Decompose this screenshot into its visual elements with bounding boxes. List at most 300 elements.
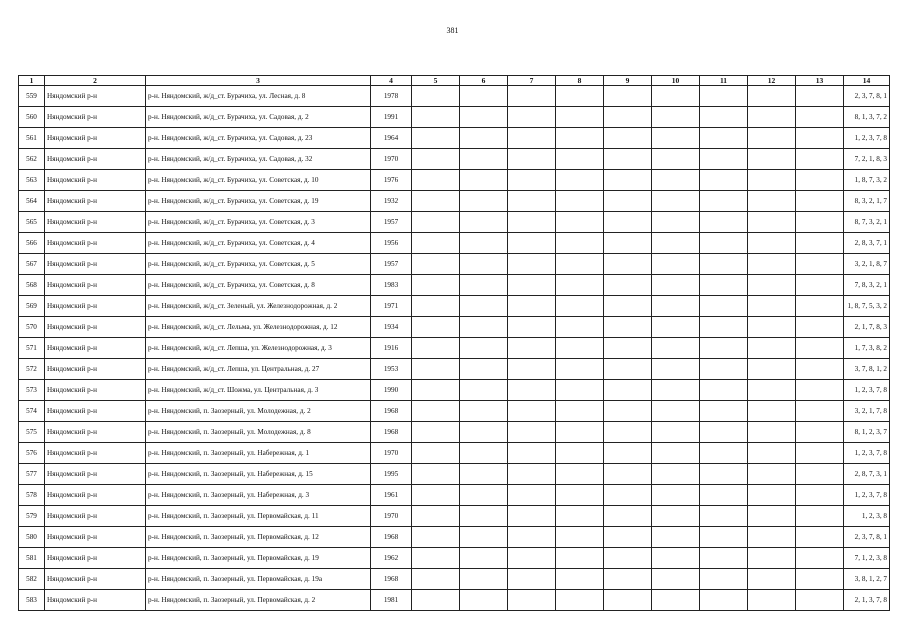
- table-row: [19, 191, 890, 212]
- empty-cell-col-13: [796, 86, 844, 107]
- empty-cell-col-10: [652, 317, 700, 338]
- empty-cell-col-8: [556, 233, 604, 254]
- empty-cell-col-11: [700, 107, 748, 128]
- empty-cell-col-13: [796, 443, 844, 464]
- district-cell: Няндомский р-н: [45, 485, 146, 506]
- empty-cell-col-11: [700, 212, 748, 233]
- empty-cell-col-5: [412, 107, 460, 128]
- district-cell: Няндомский р-н: [45, 569, 146, 590]
- table-row: [19, 422, 890, 443]
- year-cell: 1916: [371, 338, 412, 359]
- empty-cell-col-8: [556, 401, 604, 422]
- empty-cell-col-7: [508, 128, 556, 149]
- district-cell: Няндомский р-н: [45, 338, 146, 359]
- year-cell: 1971: [371, 296, 412, 317]
- empty-cell-col-12: [748, 464, 796, 485]
- empty-cell-col-6: [460, 317, 508, 338]
- empty-cell-col-13: [796, 464, 844, 485]
- empty-cell-col-13: [796, 233, 844, 254]
- year-cell: 1968: [371, 569, 412, 590]
- empty-cell-col-7: [508, 548, 556, 569]
- codes-cell: 1, 7, 3, 8, 2: [844, 338, 890, 359]
- table-row: [19, 527, 890, 548]
- district-cell: Няндомский р-н: [45, 86, 146, 107]
- year-cell: 1981: [371, 590, 412, 611]
- address-cell: р-н. Няндомский, ж/д_ст. Бурачиха, ул. Садовая, д. 2: [146, 107, 371, 128]
- table-row: [19, 149, 890, 170]
- empty-cell-col-10: [652, 275, 700, 296]
- column-header-14: 14: [844, 76, 890, 86]
- district-cell: Няндомский р-н: [45, 506, 146, 527]
- table-row: [19, 86, 890, 107]
- codes-cell: 8, 7, 3, 2, 1: [844, 212, 890, 233]
- empty-cell-col-12: [748, 149, 796, 170]
- empty-cell-col-13: [796, 212, 844, 233]
- year-cell: 1964: [371, 128, 412, 149]
- empty-cell-col-12: [748, 380, 796, 401]
- year-cell: 1968: [371, 401, 412, 422]
- empty-cell-col-13: [796, 170, 844, 191]
- column-header-5: 5: [412, 76, 460, 86]
- empty-cell-col-12: [748, 254, 796, 275]
- row-number-cell: 560: [19, 107, 45, 128]
- column-header-2: 2: [45, 76, 146, 86]
- table-body: [19, 86, 890, 611]
- table-row: [19, 506, 890, 527]
- year-cell: 1970: [371, 149, 412, 170]
- address-cell: р-н. Няндомский, ж/д_ст. Бурачиха, ул. Советская, д. 5: [146, 254, 371, 275]
- address-cell: р-н. Няндомский, ж/д_ст. Бурачиха, ул. Советская, д. 8: [146, 275, 371, 296]
- district-cell: Няндомский р-н: [45, 380, 146, 401]
- empty-cell-col-9: [604, 464, 652, 485]
- empty-cell-col-10: [652, 338, 700, 359]
- empty-cell-col-12: [748, 275, 796, 296]
- empty-cell-col-9: [604, 317, 652, 338]
- district-cell: Няндомский р-н: [45, 317, 146, 338]
- address-cell: р-н. Няндомский, ж/д_ст. Бурачиха, ул. Советская, д. 10: [146, 170, 371, 191]
- empty-cell-col-9: [604, 590, 652, 611]
- empty-cell-col-10: [652, 569, 700, 590]
- address-cell: р-н. Няндомский, ж/д_ст. Зеленый, ул. Железнодорожная, д. 2: [146, 296, 371, 317]
- column-header-11: 11: [700, 76, 748, 86]
- empty-cell-col-12: [748, 128, 796, 149]
- empty-cell-col-10: [652, 548, 700, 569]
- empty-cell-col-5: [412, 422, 460, 443]
- empty-cell-col-9: [604, 254, 652, 275]
- empty-cell-col-11: [700, 359, 748, 380]
- empty-cell-col-6: [460, 212, 508, 233]
- row-number-cell: 564: [19, 191, 45, 212]
- housing-registry-table: [18, 75, 890, 611]
- empty-cell-col-7: [508, 338, 556, 359]
- empty-cell-col-7: [508, 107, 556, 128]
- empty-cell-col-8: [556, 86, 604, 107]
- address-cell: р-н. Няндомский, ж/д_ст. Бурачиха, ул. Советская, д. 3: [146, 212, 371, 233]
- empty-cell-col-12: [748, 170, 796, 191]
- empty-cell-col-9: [604, 107, 652, 128]
- empty-cell-col-8: [556, 548, 604, 569]
- row-number-cell: 578: [19, 485, 45, 506]
- row-number-cell: 561: [19, 128, 45, 149]
- codes-cell: 2, 8, 7, 3, 1: [844, 464, 890, 485]
- row-number-cell: 579: [19, 506, 45, 527]
- empty-cell-col-7: [508, 191, 556, 212]
- empty-cell-col-11: [700, 317, 748, 338]
- empty-cell-col-6: [460, 548, 508, 569]
- empty-cell-col-11: [700, 443, 748, 464]
- year-cell: 1932: [371, 191, 412, 212]
- row-number-cell: 573: [19, 380, 45, 401]
- row-number-cell: 580: [19, 527, 45, 548]
- empty-cell-col-13: [796, 338, 844, 359]
- empty-cell-col-5: [412, 170, 460, 191]
- empty-cell-col-6: [460, 149, 508, 170]
- empty-cell-col-9: [604, 443, 652, 464]
- year-cell: 1962: [371, 548, 412, 569]
- table-row: [19, 380, 890, 401]
- empty-cell-col-9: [604, 275, 652, 296]
- empty-cell-col-12: [748, 107, 796, 128]
- empty-cell-col-12: [748, 212, 796, 233]
- empty-cell-col-8: [556, 275, 604, 296]
- empty-cell-col-6: [460, 422, 508, 443]
- empty-cell-col-6: [460, 296, 508, 317]
- address-cell: р-н. Няндомский, ж/д_ст. Бурачиха, ул. Садовая, д. 32: [146, 149, 371, 170]
- empty-cell-col-11: [700, 128, 748, 149]
- address-cell: р-н. Няндомский, ж/д_ст. Бурачиха, ул. Садовая, д. 23: [146, 128, 371, 149]
- empty-cell-col-8: [556, 506, 604, 527]
- empty-cell-col-6: [460, 506, 508, 527]
- empty-cell-col-12: [748, 548, 796, 569]
- column-header-7: 7: [508, 76, 556, 86]
- empty-cell-col-8: [556, 485, 604, 506]
- empty-cell-col-9: [604, 128, 652, 149]
- empty-cell-col-11: [700, 170, 748, 191]
- codes-cell: 2, 1, 7, 8, 3: [844, 317, 890, 338]
- empty-cell-col-5: [412, 317, 460, 338]
- empty-cell-col-7: [508, 590, 556, 611]
- empty-cell-col-11: [700, 149, 748, 170]
- empty-cell-col-5: [412, 590, 460, 611]
- address-cell: р-н. Няндомский, ж/д_ст. Лепша, ул. Железнодорожная, д. 3: [146, 338, 371, 359]
- empty-cell-col-12: [748, 443, 796, 464]
- codes-cell: 2, 8, 3, 7, 1: [844, 233, 890, 254]
- empty-cell-col-6: [460, 191, 508, 212]
- codes-cell: 1, 8, 7, 3, 2: [844, 170, 890, 191]
- empty-cell-col-12: [748, 86, 796, 107]
- empty-cell-col-6: [460, 569, 508, 590]
- table-row: [19, 590, 890, 611]
- row-number-cell: 575: [19, 422, 45, 443]
- empty-cell-col-13: [796, 485, 844, 506]
- empty-cell-col-5: [412, 338, 460, 359]
- empty-cell-col-13: [796, 569, 844, 590]
- codes-cell: 3, 2, 1, 7, 8: [844, 401, 890, 422]
- empty-cell-col-10: [652, 170, 700, 191]
- district-cell: Няндомский р-н: [45, 401, 146, 422]
- empty-cell-col-12: [748, 401, 796, 422]
- empty-cell-col-8: [556, 443, 604, 464]
- district-cell: Няндомский р-н: [45, 464, 146, 485]
- empty-cell-col-5: [412, 569, 460, 590]
- year-cell: 1961: [371, 485, 412, 506]
- address-cell: р-н. Няндомский, ж/д_ст. Лепша, ул. Центральная, д. 27: [146, 359, 371, 380]
- empty-cell-col-9: [604, 380, 652, 401]
- row-number-cell: 577: [19, 464, 45, 485]
- table-row: [19, 443, 890, 464]
- empty-cell-col-10: [652, 128, 700, 149]
- empty-cell-col-9: [604, 149, 652, 170]
- empty-cell-col-13: [796, 254, 844, 275]
- empty-cell-col-13: [796, 506, 844, 527]
- column-header-13: 13: [796, 76, 844, 86]
- table-row: [19, 233, 890, 254]
- year-cell: 1976: [371, 170, 412, 191]
- column-header-8: 8: [556, 76, 604, 86]
- empty-cell-col-12: [748, 485, 796, 506]
- table-row: [19, 464, 890, 485]
- empty-cell-col-11: [700, 296, 748, 317]
- district-cell: Няндомский р-н: [45, 107, 146, 128]
- row-number-cell: 562: [19, 149, 45, 170]
- codes-cell: 1, 2, 3, 8: [844, 506, 890, 527]
- empty-cell-col-8: [556, 128, 604, 149]
- empty-cell-col-7: [508, 170, 556, 191]
- empty-cell-col-13: [796, 128, 844, 149]
- empty-cell-col-9: [604, 401, 652, 422]
- address-cell: р-н. Няндомский, п. Заозерный, ул. Молодежная, д. 2: [146, 401, 371, 422]
- empty-cell-col-11: [700, 86, 748, 107]
- table-row: [19, 548, 890, 569]
- empty-cell-col-5: [412, 254, 460, 275]
- empty-cell-col-6: [460, 128, 508, 149]
- empty-cell-col-6: [460, 275, 508, 296]
- empty-cell-col-5: [412, 443, 460, 464]
- empty-cell-col-13: [796, 401, 844, 422]
- empty-cell-col-6: [460, 464, 508, 485]
- empty-cell-col-12: [748, 359, 796, 380]
- codes-cell: 3, 2, 1, 8, 7: [844, 254, 890, 275]
- address-cell: р-н. Няндомский, п. Заозерный, ул. Первомайская, д. 19а: [146, 569, 371, 590]
- empty-cell-col-6: [460, 86, 508, 107]
- empty-cell-col-11: [700, 464, 748, 485]
- year-cell: 1991: [371, 107, 412, 128]
- empty-cell-col-12: [748, 338, 796, 359]
- district-cell: Няндомский р-н: [45, 590, 146, 611]
- empty-cell-col-5: [412, 548, 460, 569]
- codes-cell: 8, 3, 2, 1, 7: [844, 191, 890, 212]
- column-header-9: 9: [604, 76, 652, 86]
- year-cell: 1957: [371, 212, 412, 233]
- empty-cell-col-13: [796, 296, 844, 317]
- empty-cell-col-10: [652, 191, 700, 212]
- column-header-10: 10: [652, 76, 700, 86]
- empty-cell-col-11: [700, 275, 748, 296]
- year-cell: 1956: [371, 233, 412, 254]
- empty-cell-col-12: [748, 527, 796, 548]
- empty-cell-col-13: [796, 359, 844, 380]
- empty-cell-col-9: [604, 485, 652, 506]
- district-cell: Няндомский р-н: [45, 527, 146, 548]
- row-number-cell: 572: [19, 359, 45, 380]
- year-cell: 1968: [371, 527, 412, 548]
- row-number-cell: 566: [19, 233, 45, 254]
- year-cell: 1953: [371, 359, 412, 380]
- empty-cell-col-8: [556, 464, 604, 485]
- codes-cell: 1, 2, 3, 7, 8: [844, 128, 890, 149]
- codes-cell: 3, 8, 1, 2, 7: [844, 569, 890, 590]
- empty-cell-col-8: [556, 149, 604, 170]
- empty-cell-col-13: [796, 317, 844, 338]
- district-cell: Няндомский р-н: [45, 359, 146, 380]
- empty-cell-col-7: [508, 233, 556, 254]
- empty-cell-col-11: [700, 506, 748, 527]
- column-header-1: 1: [19, 76, 45, 86]
- empty-cell-col-13: [796, 548, 844, 569]
- empty-cell-col-10: [652, 212, 700, 233]
- codes-cell: 8, 1, 3, 7, 2: [844, 107, 890, 128]
- codes-cell: 1, 2, 3, 7, 8: [844, 380, 890, 401]
- empty-cell-col-13: [796, 422, 844, 443]
- empty-cell-col-7: [508, 464, 556, 485]
- empty-cell-col-11: [700, 548, 748, 569]
- empty-cell-col-11: [700, 191, 748, 212]
- empty-cell-col-5: [412, 359, 460, 380]
- district-cell: Няндомский р-н: [45, 422, 146, 443]
- empty-cell-col-5: [412, 485, 460, 506]
- empty-cell-col-11: [700, 590, 748, 611]
- empty-cell-col-10: [652, 443, 700, 464]
- row-number-cell: 571: [19, 338, 45, 359]
- empty-cell-col-7: [508, 275, 556, 296]
- empty-cell-col-9: [604, 212, 652, 233]
- table-row: [19, 401, 890, 422]
- district-cell: Няндомский р-н: [45, 149, 146, 170]
- year-cell: 1957: [371, 254, 412, 275]
- codes-cell: 8, 1, 2, 3, 7: [844, 422, 890, 443]
- column-header-4: 4: [371, 76, 412, 86]
- row-number-cell: 583: [19, 590, 45, 611]
- empty-cell-col-12: [748, 590, 796, 611]
- empty-cell-col-12: [748, 317, 796, 338]
- empty-cell-col-9: [604, 506, 652, 527]
- district-cell: Няндомский р-н: [45, 443, 146, 464]
- table-row: [19, 275, 890, 296]
- empty-cell-col-9: [604, 359, 652, 380]
- table-row: [19, 254, 890, 275]
- empty-cell-col-8: [556, 590, 604, 611]
- codes-cell: 2, 3, 7, 8, 1: [844, 527, 890, 548]
- empty-cell-col-10: [652, 86, 700, 107]
- empty-cell-col-9: [604, 233, 652, 254]
- empty-cell-col-7: [508, 254, 556, 275]
- empty-cell-col-7: [508, 443, 556, 464]
- address-cell: р-н. Няндомский, ж/д_ст. Шожма, ул. Центральная, д. 3: [146, 380, 371, 401]
- empty-cell-col-11: [700, 569, 748, 590]
- row-number-cell: 574: [19, 401, 45, 422]
- table-row: [19, 317, 890, 338]
- row-number-cell: 559: [19, 86, 45, 107]
- column-header-6: 6: [460, 76, 508, 86]
- empty-cell-col-10: [652, 107, 700, 128]
- address-cell: р-н. Няндомский, ж/д_ст. Бурачиха, ул. Советская, д. 19: [146, 191, 371, 212]
- empty-cell-col-12: [748, 569, 796, 590]
- empty-cell-col-7: [508, 212, 556, 233]
- year-cell: 1983: [371, 275, 412, 296]
- empty-cell-col-8: [556, 338, 604, 359]
- empty-cell-col-6: [460, 233, 508, 254]
- district-cell: Няндомский р-н: [45, 254, 146, 275]
- empty-cell-col-9: [604, 191, 652, 212]
- empty-cell-col-6: [460, 443, 508, 464]
- empty-cell-col-8: [556, 527, 604, 548]
- empty-cell-col-8: [556, 317, 604, 338]
- empty-cell-col-8: [556, 359, 604, 380]
- row-number-cell: 582: [19, 569, 45, 590]
- empty-cell-col-6: [460, 338, 508, 359]
- empty-cell-col-7: [508, 149, 556, 170]
- year-cell: 1934: [371, 317, 412, 338]
- empty-cell-col-9: [604, 296, 652, 317]
- column-header-12: 12: [748, 76, 796, 86]
- table-row: [19, 569, 890, 590]
- empty-cell-col-9: [604, 527, 652, 548]
- row-number-cell: 565: [19, 212, 45, 233]
- district-cell: Няндомский р-н: [45, 296, 146, 317]
- year-cell: 1970: [371, 443, 412, 464]
- empty-cell-col-11: [700, 380, 748, 401]
- year-cell: 1990: [371, 380, 412, 401]
- empty-cell-col-5: [412, 149, 460, 170]
- district-cell: Няндомский р-н: [45, 233, 146, 254]
- empty-cell-col-11: [700, 422, 748, 443]
- empty-cell-col-9: [604, 170, 652, 191]
- codes-cell: 2, 1, 3, 7, 8: [844, 590, 890, 611]
- empty-cell-col-5: [412, 401, 460, 422]
- empty-cell-col-10: [652, 527, 700, 548]
- codes-cell: 1, 2, 3, 7, 8: [844, 485, 890, 506]
- empty-cell-col-5: [412, 506, 460, 527]
- empty-cell-col-7: [508, 317, 556, 338]
- empty-cell-col-6: [460, 170, 508, 191]
- empty-cell-col-9: [604, 338, 652, 359]
- empty-cell-col-11: [700, 338, 748, 359]
- address-cell: р-н. Няндомский, п. Заозерный, ул. Набережная, д. 15: [146, 464, 371, 485]
- column-header-3: 3: [146, 76, 371, 86]
- district-cell: Няндомский р-н: [45, 212, 146, 233]
- address-cell: р-н. Няндомский, ж/д_ст. Лельма, ул. Железнодорожная, д. 12: [146, 317, 371, 338]
- empty-cell-col-5: [412, 464, 460, 485]
- address-cell: р-н. Няндомский, ж/д_ст. Бурачиха, ул. Лесная, д. 8: [146, 86, 371, 107]
- empty-cell-col-10: [652, 506, 700, 527]
- empty-cell-col-11: [700, 254, 748, 275]
- empty-cell-col-11: [700, 233, 748, 254]
- empty-cell-col-10: [652, 359, 700, 380]
- empty-cell-col-12: [748, 296, 796, 317]
- row-number-cell: 570: [19, 317, 45, 338]
- empty-cell-col-10: [652, 422, 700, 443]
- empty-cell-col-7: [508, 527, 556, 548]
- address-cell: р-н. Няндомский, ж/д_ст. Бурачиха, ул. Советская, д. 4: [146, 233, 371, 254]
- empty-cell-col-10: [652, 296, 700, 317]
- empty-cell-col-10: [652, 464, 700, 485]
- empty-cell-col-5: [412, 380, 460, 401]
- address-cell: р-н. Няндомский, п. Заозерный, ул. Молодежная, д. 8: [146, 422, 371, 443]
- empty-cell-col-10: [652, 233, 700, 254]
- empty-cell-col-8: [556, 254, 604, 275]
- address-cell: р-н. Няндомский, п. Заозерный, ул. Набережная, д. 3: [146, 485, 371, 506]
- address-cell: р-н. Няндомский, п. Заозерный, ул. Первомайская, д. 2: [146, 590, 371, 611]
